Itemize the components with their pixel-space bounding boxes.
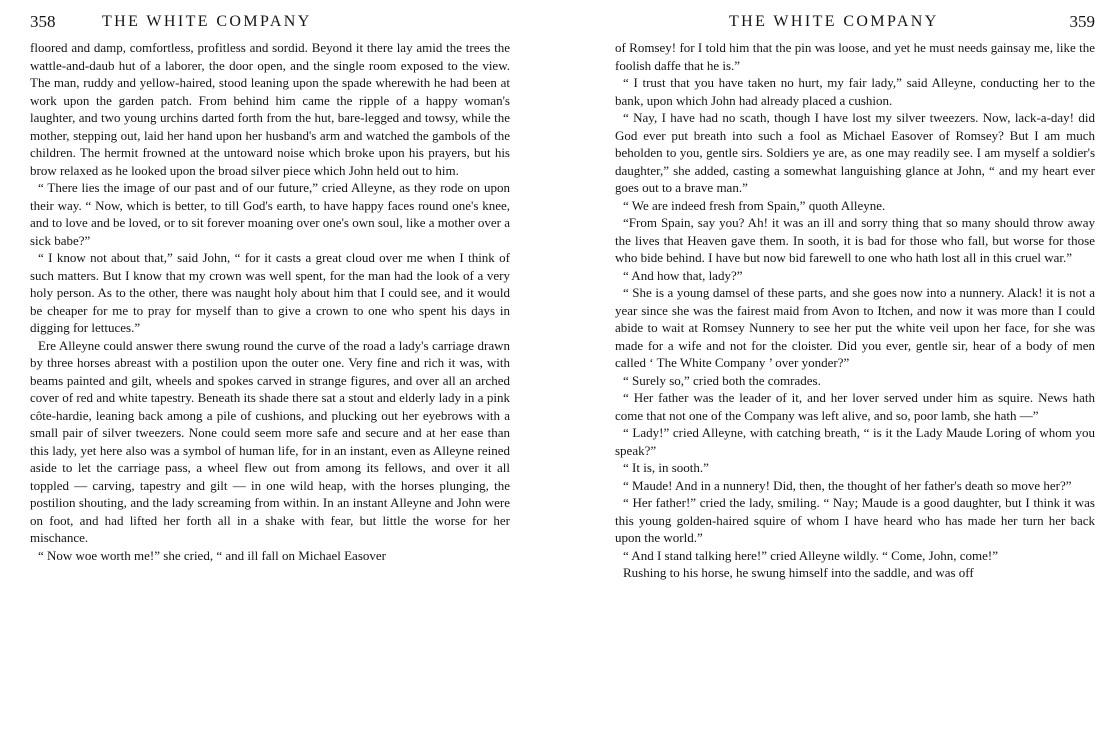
- paragraph: “ It is, in sooth.”: [623, 460, 709, 475]
- running-head: THE WHITE COMPANY: [729, 13, 939, 30]
- page-header: [30, 0, 510, 32]
- left-page: [30, 0, 510, 730]
- paragraph: Ere Alleyne could answer there swung round the curve of the road a lady's carriage drawn by three horses abreast with a postilion upon the outer one. Very fine and rich it was, with beams painted and gilt, wheels and spokes carved in strange figures, and over all an arched cover of red and white tapestry. Beneath its shade there sat a stout and elderly lady in a pink côte-hardie, leaning back among a pile of cushions, and plucking out her eyebrows with a small pair of silver tweezers. None could seem more safe and secure and at her ease than this lady, yet here also was a symbol of human life, for in an instant, even as Alleyne reined aside to let the carriage pass, a wheel flew out from among its fellows, and over it all toppled — carving, tapestry and gilt — in one wild heap, with the horses plunging, the postilion shouting, and the lady screaming from within. In an instant Alleyne and John were on foot, and had lifted her forth all in a shake with fear, but little the worse for her mischance.: [30, 337, 510, 545]
- paragraph: “ Lady!” cried Alleyne, with catching breath, “ is it the Lady Maude Loring of whom you speak?”: [615, 425, 1095, 458]
- page-header: [615, 0, 1095, 32]
- paragraph: Rushing to his horse, he swung himself into the saddle, and was off: [623, 565, 974, 580]
- page-number: 359: [1069, 12, 1095, 31]
- page-body: [30, 39, 510, 564]
- paragraph: “ Surely so,” cried both the comrades.: [623, 372, 821, 388]
- paragraph: “ Now woe worth me!” she cried, “ and ill fall on Michael Easover: [38, 547, 386, 563]
- paragraph: “ And I stand talking here!” cried Alleyne wildly. “ Come, John, come!”: [623, 547, 998, 563]
- page-body: [615, 39, 1095, 582]
- paragraph: “ I trust that you have taken no hurt, my fair lady,” said Alleyne, conducting her to the bank, upon which John had already placed a cushion.: [615, 75, 1095, 108]
- paragraph: “ We are indeed fresh from Spain,” quoth Alleyne.: [623, 197, 886, 213]
- paragraph: “ Maude! And in a nunnery! Did, then, the thought of her father's death so move her?”: [623, 477, 1072, 493]
- paragraph: “ Her father!” cried the lady, smiling. “ Nay; Maude is a good daughter, but I think it was this young golden-haired squire of whom I have heard who has made her turn her back upon the world.”: [615, 495, 1095, 545]
- right-page: [615, 0, 1095, 730]
- paragraph: “ She is a young damsel of these parts, and she goes now into a nunnery. Alack! it is not a year since she was the fairest maid from Avon to Itchen, and now it was more than I could abide to wait at Romsey Nunnery to see her put the white veil upon her face, for she was made for a wife and not for the cloister. Did you ever, gentle sir, hear of a body of men called ‘ The White Company ’ over yonder?”: [615, 285, 1095, 370]
- paragraph: “ Nay, I have had no scath, though I have lost my silver tweezers. Now, lack-a-day! did God ever put breath into such a fool as Michael Easover of Romsey? But I am much beholden to you, gentle sirs. Soldiers ye are, as one may readily see. I am myself a soldier's daughter,” she added, casting a somewhat languishing glance at John, “ and my heart ever goes out to a brave man.”: [615, 110, 1095, 195]
- paragraph: “ There lies the image of our past and of our future,” cried Alleyne, as they rode on upon their way. “ Now, which is better, to till God's earth, to have happy faces round one's knee, and to love and be loved, or to sit forever moaning over one's own soul, like a mother over a sick babe?”: [30, 180, 510, 248]
- page-number: 358: [30, 12, 56, 31]
- running-head: THE WHITE COMPANY: [102, 13, 312, 30]
- paragraph: floored and damp, comfortless, profitless and sordid. Beyond it there lay amid the trees the wattle-and-daub hut of a laborer, the door open, and the single room exposed to the view. The man, ruddy and yellow-haired, stood leaning upon the spade wherewith he had been at work upon the garden patch. From behind him came the ripple of a happy woman's laughter, and two young urchins darted forth from the hut, bare-legged and towsy, while the mother, stepping out, laid her hand upon her husband's arm and watched the gambols of the children. The hermit frowned at the untoward noise which broke upon his prayers, but his brow relaxed as he looked upon the broad silver piece which John held out to him.: [30, 40, 510, 178]
- paragraph: “ And how that, lady?”: [623, 267, 743, 283]
- paragraph: “ Her father was the leader of it, and her lover served under him as squire. News hath come that not one of the Company was left alive, and so, poor lamb, she hath —”: [615, 390, 1095, 423]
- paragraph: “From Spain, say you? Ah! it was an ill and sorry thing that so many should throw away the lives that Heaven gave them. In sooth, it is bad for those who fall, but worse for those who bide behind. I have but now bid farewell to one who hath lost all in this cruel war.”: [615, 215, 1095, 265]
- paragraph: “ I know not about that,” said John, “ for it casts a great cloud over me when I think of such matters. But I know that my crown was well spent, for the man had the look of a very holy person. As to the other, there was naught holy about him that I could see, and it would be cheaper for me to pray for myself than to give a crown to one who spent his days in digging for lettuces.”: [30, 250, 510, 335]
- paragraph: of Romsey! for I told him that the pin was loose, and yet he must needs gainsay me, like the foolish daffe that he is.”: [615, 40, 1095, 73]
